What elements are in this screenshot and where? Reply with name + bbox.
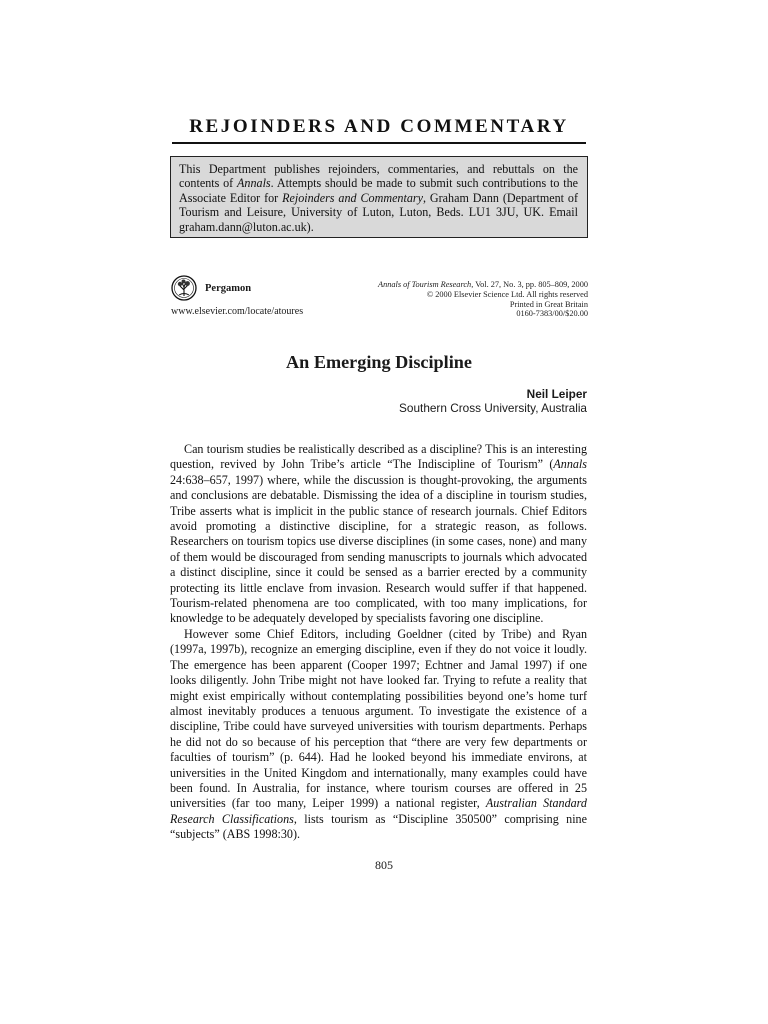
article-title: An Emerging Discipline	[286, 352, 472, 372]
paragraph-text: Can tourism studies be realistically described as a discipline? This is an interesting question, revived by John Tribe’s article “The Indiscipline of Tourism” (	[170, 442, 587, 472]
author-affiliation: Southern Cross University, Australia	[399, 401, 587, 415]
paragraph-text: 24:638–657, 1997) where, while the discussion is thought-provoking, the arguments and conclusions are debatable. Dismissing the idea of a discipline in tourism studies, Tribe asserts what is implicit in the public stance of research journals. Chief Editors avoid promoting a distinctive discipline, for a strategic reason, as follows. Researchers on tourism topics use diverse disciplines (in some cases, none) and many of them would be discouraged from sending manuscripts to journals which advocated a distinct discipline, since it could be sensed as a barrier erected by a community protecting its little enclave from invasion. Research would suffer if that happened. Tourism-related phenomena are too complicated, with too many implications, for knowledge to be adequately developed by specialists favoring one discipline.	[170, 472, 587, 626]
page-number: 805	[375, 858, 393, 872]
paragraph-text: , lists tourism as “Discipline 350500” comprising nine “subjects” (ABS 1998:30).	[170, 811, 587, 842]
paragraph-text: However some Chief Editors, including Goeldner (cited by Tribe) and Ryan (1997a, 1997b), recognize an emerging discipline, even if they do not voice it loudly. The emergence has been apparent (Cooper 1997; Echtner and Jamal 1997) if one looks diligently. John Tribe might not have looked far. Trying to refute a reality that might exist empirically without contemplating possibilities beyond one’s home turf almost inevitably produces a tenuous argument. To investigate the existence of a discipline, Tribe could have surveyed universities with tourism departments. Perhaps he did not do so because of his perception that “there are very few departments or faculties of tourism” (p. 644). Had he looked beyond his immediate environs, at universities in the United Kingdom and internationally, many examples could have been found. In Australia, for instance, where tourism courses are offered in 25 universities (far too many, Leiper 1999) a national register,	[170, 626, 587, 811]
paragraph	[170, 442, 587, 627]
notice-annals: Annals	[237, 176, 271, 191]
journal-name: Annals of Tourism Research	[378, 280, 472, 289]
citation-details: , Vol. 27, No. 3, pp. 805–809, 2000	[471, 280, 588, 289]
paragraph	[170, 627, 587, 843]
article-body	[170, 442, 587, 843]
issn-line: 0160-7383/00/$20.00	[516, 309, 588, 319]
title-rule	[172, 142, 586, 144]
citation-line	[328, 280, 588, 290]
notice-text-2: . Attempts should be made to submit such contributions to the Associate Editor for	[179, 176, 578, 205]
publisher-url: www.elsevier.com/locate/atoures	[171, 306, 304, 317]
citation-block	[328, 280, 588, 319]
copyright-line: © 2000 Elsevier Science Ltd. All rights reserved	[426, 289, 588, 299]
department-notice-box	[170, 156, 588, 238]
section-title: REJOINDERS AND COMMENTARY	[189, 116, 569, 137]
notice-text-1: This Department publishes rejoinders, commentaries, and rebuttals on the contents of	[179, 162, 578, 191]
notice-dept-name: Rejoinders and Commentary	[282, 190, 423, 205]
journal-ref: Annals	[553, 457, 587, 472]
elsevier-tree-logo-icon	[171, 275, 197, 301]
author-name: Neil Leiper	[526, 387, 587, 401]
publisher-name: Pergamon	[205, 283, 252, 294]
register-title: Australian Standard Research Classifications	[170, 796, 587, 826]
printed-line: Printed in Great Britain	[509, 299, 588, 309]
notice-text-3: , Graham Dann (Department of Tourism and Leisure, University of Luton, Luton, Beds. LU1 3JU, UK. Email graham.dann@luton.ac.uk).	[179, 190, 579, 234]
